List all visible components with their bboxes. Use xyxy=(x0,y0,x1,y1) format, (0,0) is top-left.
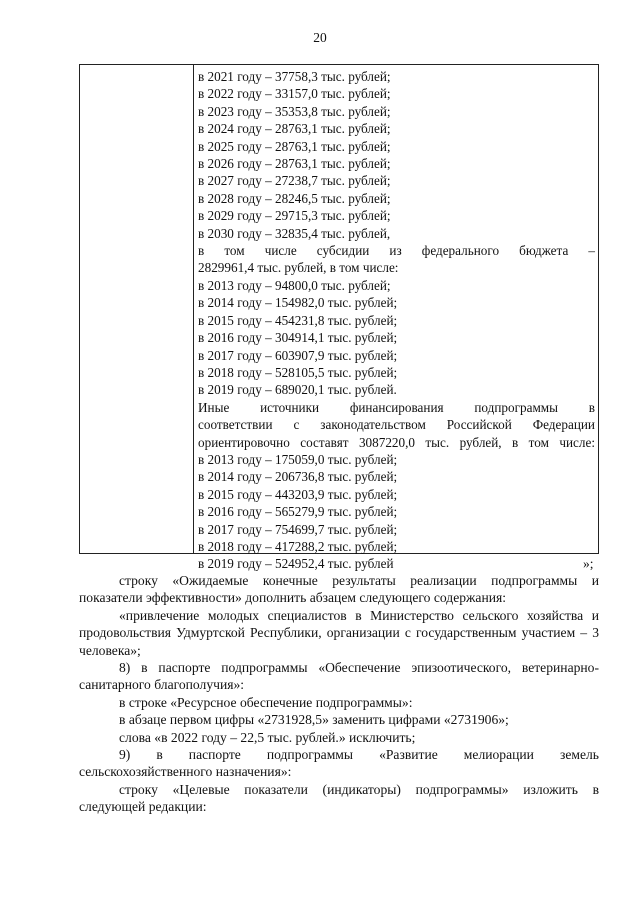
paragraph: строку «Целевые показатели (индикаторы) подпрограммы» изложить в следующей редакции: xyxy=(79,781,599,815)
table-line: в 2024 году – 28763,1 тыс. рублей; xyxy=(198,121,391,137)
table-right-cell xyxy=(194,65,598,572)
other-year-line: в 2019 году – 524952,4 тыс. рублей xyxy=(198,556,394,572)
other-year-line: в 2016 году – 565279,9 тыс. рублей; xyxy=(198,504,398,520)
other-year-line: в 2014 году – 206736,8 тыс. рублей; xyxy=(198,469,398,485)
other-sources-line: соответствии с законодательством Российской Федерации xyxy=(198,417,595,433)
paragraph: строку «Ожидаемые конечные результаты реализации подпрограммы и показатели эффективности» дополнить абзацем следующего содержания: xyxy=(79,573,599,606)
subsidy-year-line: в 2014 году – 154982,0 тыс. рублей; xyxy=(198,295,398,311)
resource-table xyxy=(79,64,599,572)
subsidy-year-line: в 2018 году – 528105,5 тыс. рублей; xyxy=(198,364,398,380)
subsidy-year-line: в 2015 году – 454231,8 тыс. рублей; xyxy=(198,312,398,328)
page-number: 20 xyxy=(313,30,327,45)
table-left-cell xyxy=(80,65,194,553)
table-line: в 2026 году – 28763,1 тыс. рублей; xyxy=(198,156,391,172)
table-line: в 2028 году – 28246,5 тыс. рублей; xyxy=(198,190,391,206)
table-line: в 2022 году – 33157,0 тыс. рублей; xyxy=(198,86,391,102)
other-year-line: в 2017 году – 754699,7 тыс. рублей; xyxy=(198,521,398,537)
subsidy-year-line: в 2016 году – 304914,1 тыс. рублей; xyxy=(198,330,398,346)
body-text xyxy=(79,572,599,816)
paragraph: слова «в 2022 году – 22,5 тыс. рублей.» исключить; xyxy=(119,729,416,745)
subsidy-year-line: в 2013 году – 94800,0 тыс. рублей; xyxy=(198,277,391,293)
table-line: в 2030 году – 32835,4 тыс. рублей, xyxy=(198,225,391,241)
paragraph: 8) в паспорте подпрограммы «Обеспечение эпизоотического, ветеринарно-санитарного благополучия»: xyxy=(79,660,599,693)
table-line: в 2021 году – 37758,3 тыс. рублей; xyxy=(198,69,391,84)
other-year-line: в 2015 году – 443203,9 тыс. рублей; xyxy=(198,486,398,502)
table-line: в 2029 году – 29715,3 тыс. рублей; xyxy=(198,208,391,224)
other-sources-line: ориентировочно составят 3087220,0 тыс. рублей, в том числе: xyxy=(198,434,595,450)
table-line: в 2027 году – 27238,7 тыс. рублей; xyxy=(198,173,391,189)
other-sources-line: Иные источники финансирования подпрограммы в xyxy=(198,399,595,415)
subsidy-total-line: 2829961,4 тыс. рублей, в том числе: xyxy=(198,260,399,276)
paragraph: в строке «Ресурсное обеспечение подпрограммы»: xyxy=(119,694,413,710)
table-line: в 2025 году – 28763,1 тыс. рублей; xyxy=(198,138,391,154)
subsidy-year-line: в 2017 году – 603907,9 тыс. рублей; xyxy=(198,347,398,363)
closing-quote-mark: »; xyxy=(583,556,594,571)
paragraph: «привлечение молодых специалистов в Министерство сельского хозяйства и продовольствия Удмуртской Республики, организации с государственным участием – 3 человека»; xyxy=(79,607,599,658)
table-line: в 2023 году – 35353,8 тыс. рублей; xyxy=(198,103,391,119)
subsidy-heading-line: в том числе субсидии из федерального бюджета – xyxy=(198,243,595,259)
other-year-line: в 2018 году – 417288,2 тыс. рублей; xyxy=(198,538,398,554)
paragraph: 9) в паспорте подпрограммы «Развитие мелиорации земель сельскохозяйственного назначения»: xyxy=(79,747,599,780)
paragraph: в абзаце первом цифры «2731928,5» заменить цифрами «2731906»; xyxy=(119,712,509,728)
other-year-line: в 2013 году – 175059,0 тыс. рублей; xyxy=(198,451,398,467)
subsidy-year-line: в 2019 году – 689020,1 тыс. рублей. xyxy=(198,382,397,398)
